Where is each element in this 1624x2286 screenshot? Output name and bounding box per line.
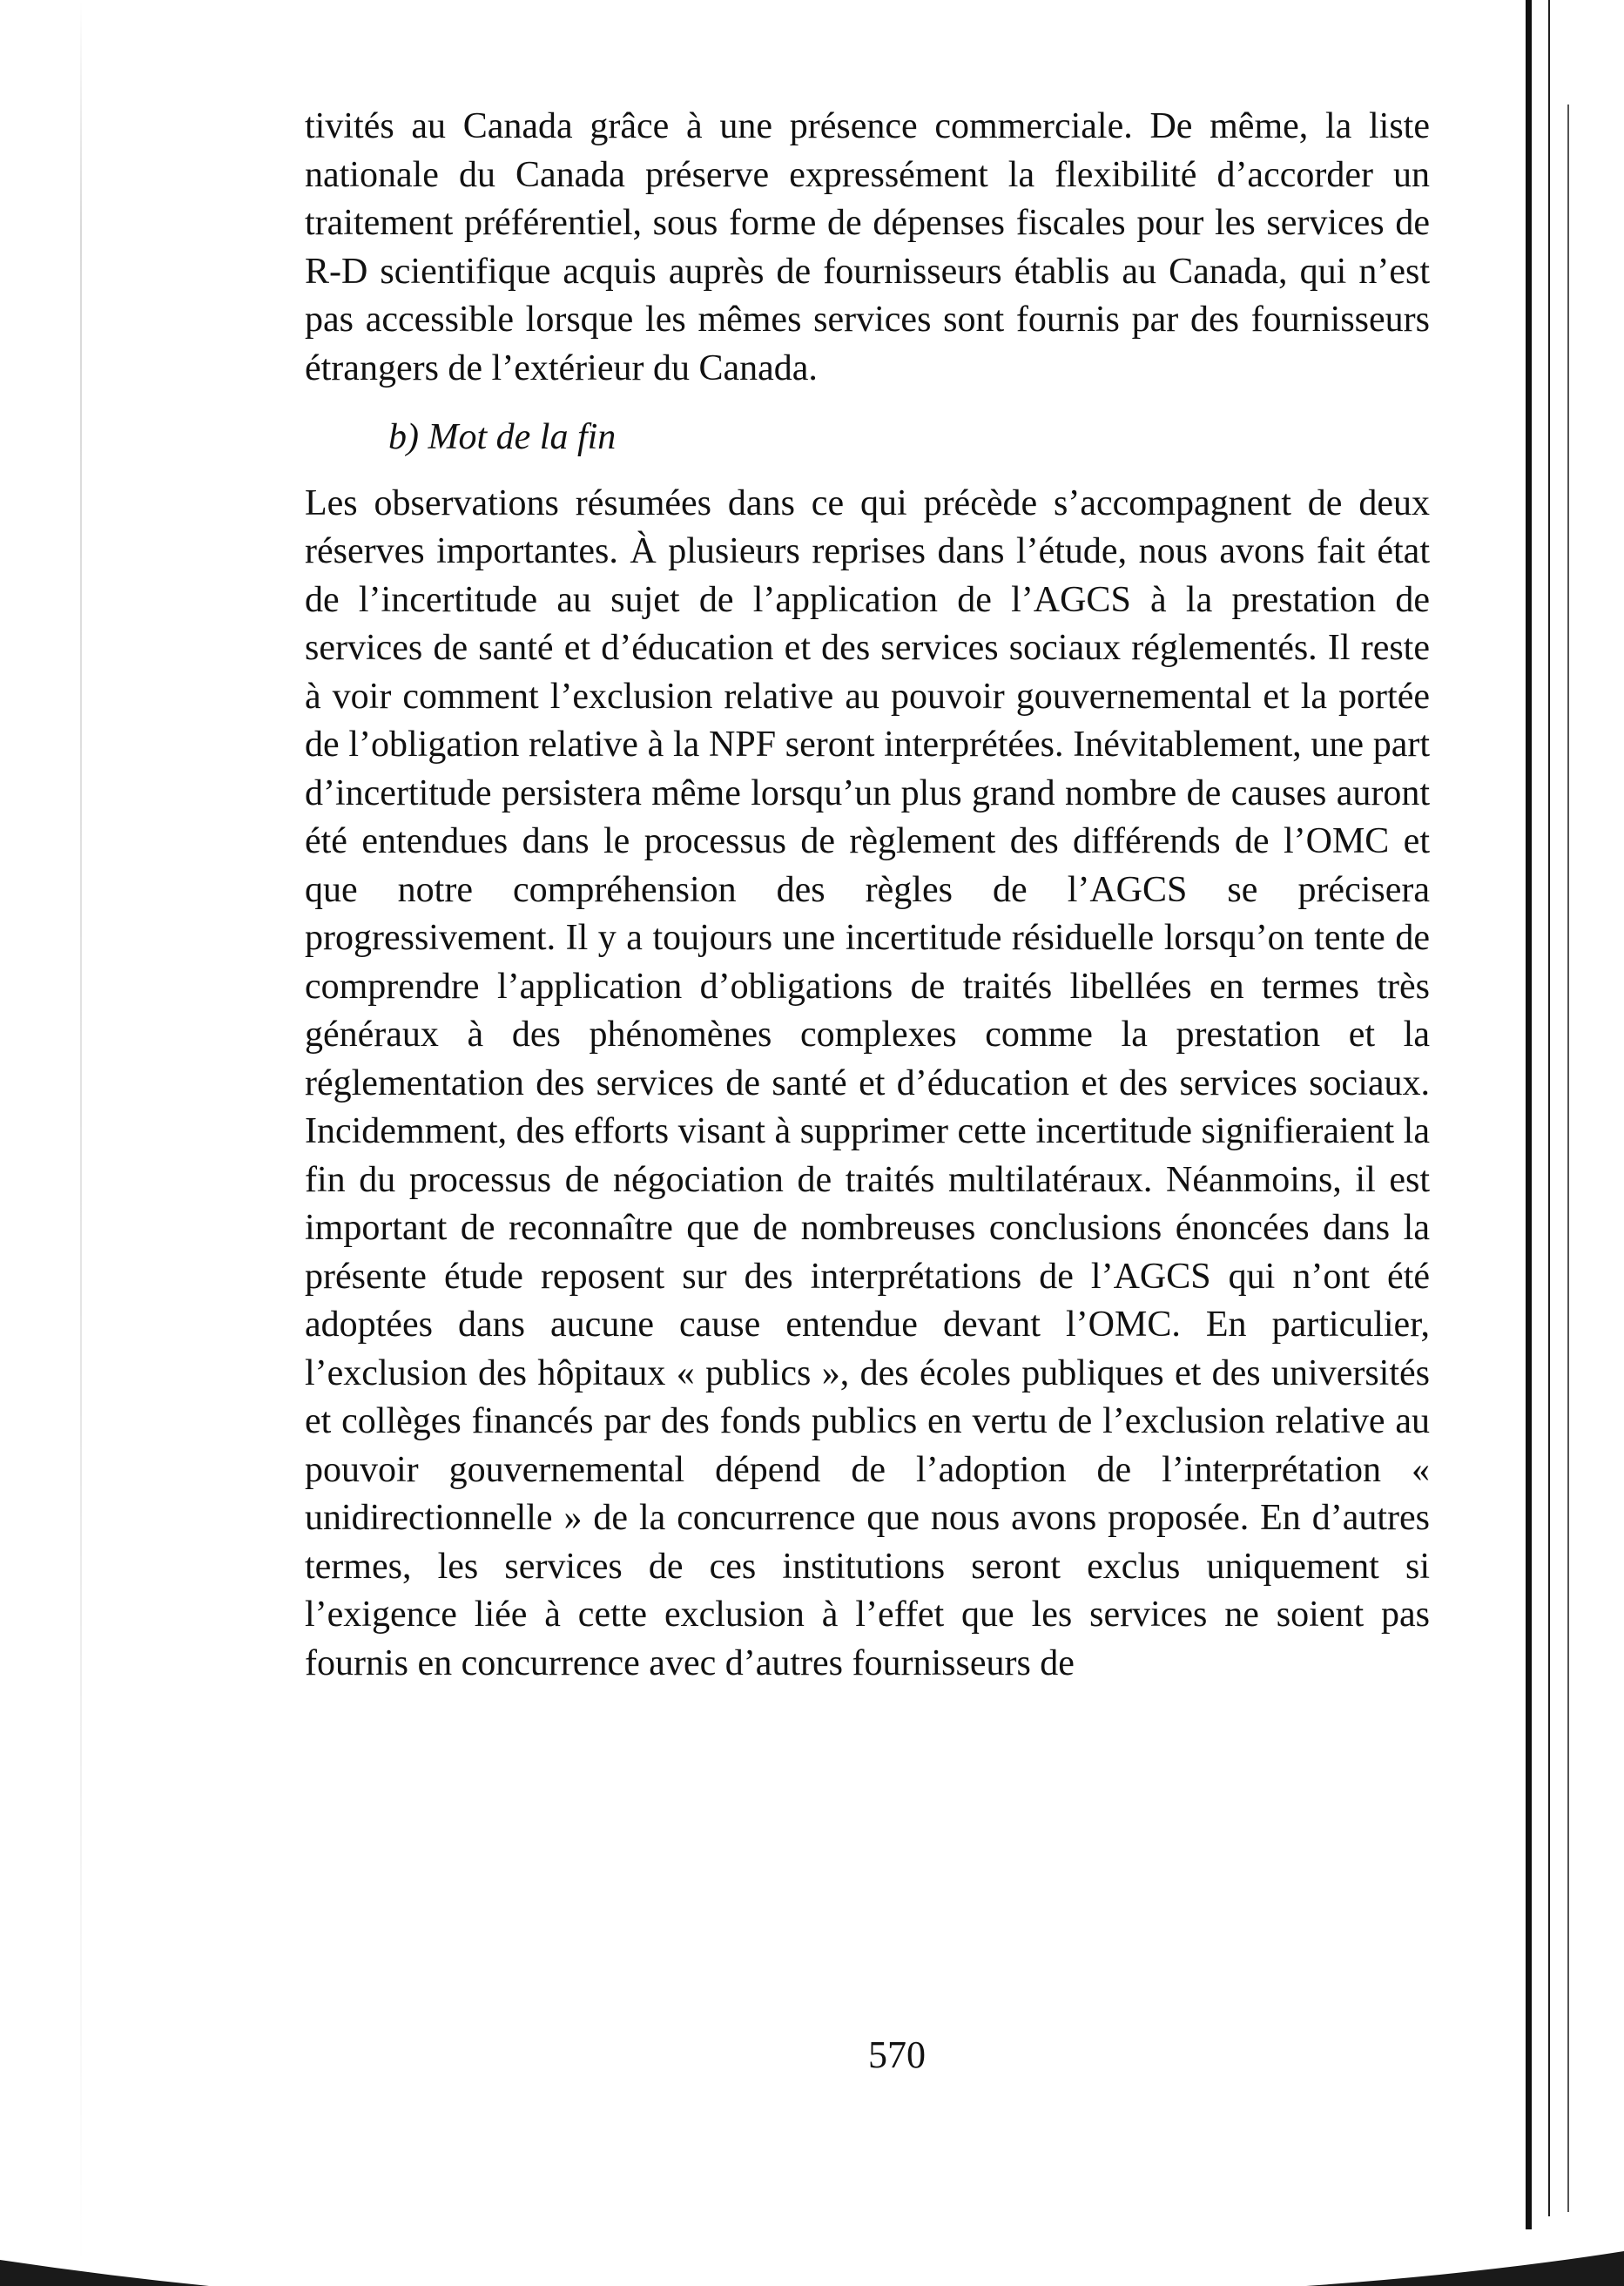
scan-left-edge-shadow xyxy=(80,0,82,2273)
paragraph-2: Les observations résumées dans ce qui précède s’accompagnent de deux réserves importantes. À plusieurs reprises dans l’étude, nous avons fait état de l’incertitude au sujet de l’application de l’AGCS à la prestation de services de santé et d’éducation et des services sociaux réglementés. Il reste à voir comment l’exclusion relative au pouvoir gouvernemental et la portée de l’obligation relative à la NPF seront interprétées. Inévitablement, une part d’incertitude persistera même lorsqu’un plus grand nombre de causes auront été entendues dans le processus de règlement des différends de l’OMC et que notre compréhension des règles de l’AGCS se précisera progressivement. Il y a toujours une incertitude résiduelle lorsqu’on tente de comprendre l’application d’obligations de traités libellées en termes très généraux à des phénomènes complexes comme la prestation et la réglementation des services de santé et d’éducation et des services sociaux. Incidemment, des efforts visant à supprimer cette incertitude signifieraient la fin du processus de négociation de traités multilatéraux. Néanmoins, il est important de reconnaître que de nombreuses conclusions énoncées dans la présente étude reposent sur des interprétations de l’AGCS qui n’ont été adoptées dans aucune cause entendue devant l’OMC. En particulier, l’exclusion des hôpitaux « publics », des écoles publiques et des universités et collèges financés par des fonds publics en vertu de l’exclusion relative au pouvoir gouvernemental dépend de l’adoption de l’interprétation « unidirectionnelle » de la concurrence que nous avons proposée. En d’autres termes, les services de ces institutions seront exclus uniquement si l’exigence liée à cette exclusion à l’effet que les services ne soient pas fournis en concurrence avec d’autres fournisseurs de xyxy=(305,482,1430,1683)
body-text xyxy=(305,103,1430,1688)
page-number: 570 xyxy=(868,2033,926,2076)
page-edge-line-outer xyxy=(1567,105,1569,2212)
paragraph-1: tivités au Canada grâce à une présence commerciale. De même, la liste nationale du Canada préserve expressément la flexibilité d’accorder un traitement préférentiel, sous forme de dépenses fiscales pour les services de R-D scientifique acquis auprès de fournisseurs établis au Canada, qui n’est pas accessible lorsque les mêmes services sont fournis par des fournisseurs étrangers de l’extérieur du Canada. xyxy=(305,106,1430,388)
section-subheading: b) Mot de la fin xyxy=(388,417,617,457)
scan-bottom-shadow xyxy=(0,2251,1624,2286)
book-spine-edge xyxy=(1526,0,1532,2229)
page-edge-line xyxy=(1548,0,1550,2216)
